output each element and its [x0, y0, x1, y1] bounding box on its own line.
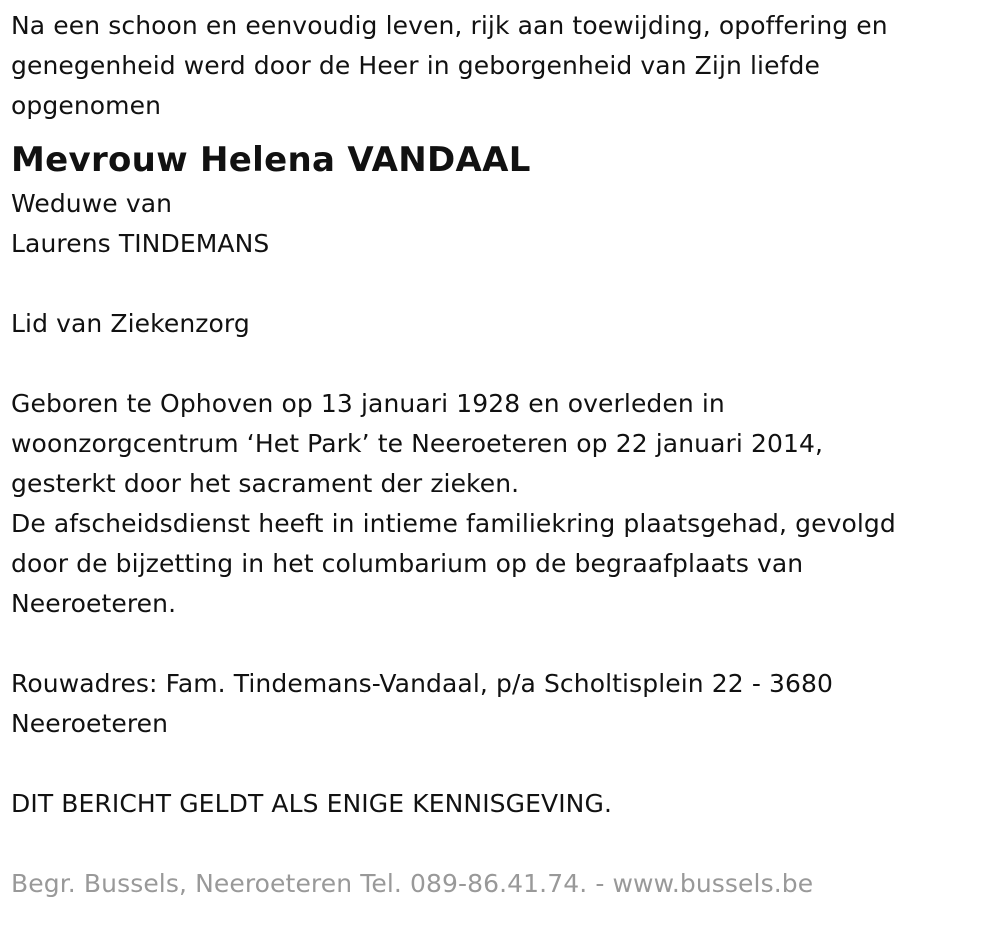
address-text	[11, 664, 986, 744]
spouse-name: Laurens TINDEMANS	[11, 229, 270, 258]
details-line: Geboren te Ophoven op 13 januari 1928 en overleden in	[11, 389, 725, 418]
intro-line: genegenheid werd door de Heer in geborgenheid van Zijn liefde	[11, 51, 820, 80]
address-line: Neeroeteren	[11, 709, 169, 738]
membership: Lid van Ziekenzorg	[11, 309, 250, 338]
spacer	[11, 264, 986, 304]
spacer	[11, 744, 986, 784]
address-line: Rouwadres: Fam. Tindemans-Vandaal, p/a Scholtisplein 22 - 3680	[11, 669, 834, 698]
obituary-notice	[11, 6, 986, 904]
deceased-name: Mevrouw Helena VANDAAL	[11, 140, 531, 180]
spacer	[11, 824, 986, 864]
details-line: De afscheidsdienst heeft in intieme familiekring plaatsgehad, gevolgd	[11, 509, 896, 538]
details-text	[11, 384, 986, 624]
details-line: Neeroeteren.	[11, 589, 177, 618]
widow-label: Weduwe van	[11, 189, 173, 218]
details-line: door de bijzetting in het columbarium op de begraafplaats van	[11, 549, 804, 578]
intro-line: Na een schoon en eenvoudig leven, rijk aan toewijding, opoffering en	[11, 11, 888, 40]
intro-line: opgenomen	[11, 91, 162, 120]
intro-text	[11, 6, 986, 126]
details-line: gesterkt door het sacrament der zieken.	[11, 469, 520, 498]
spacer	[11, 624, 986, 664]
details-line: woonzorgcentrum ‘Het Park’ te Neeroeteren op 22 januari 2014,	[11, 429, 824, 458]
notice-text: DIT BERICHT GELDT ALS ENIGE KENNISGEVING.	[11, 789, 612, 818]
funeral-home-footer: Begr. Bussels, Neeroeteren Tel. 089-86.41.74. - www.bussels.be	[11, 869, 814, 898]
spacer	[11, 344, 986, 384]
